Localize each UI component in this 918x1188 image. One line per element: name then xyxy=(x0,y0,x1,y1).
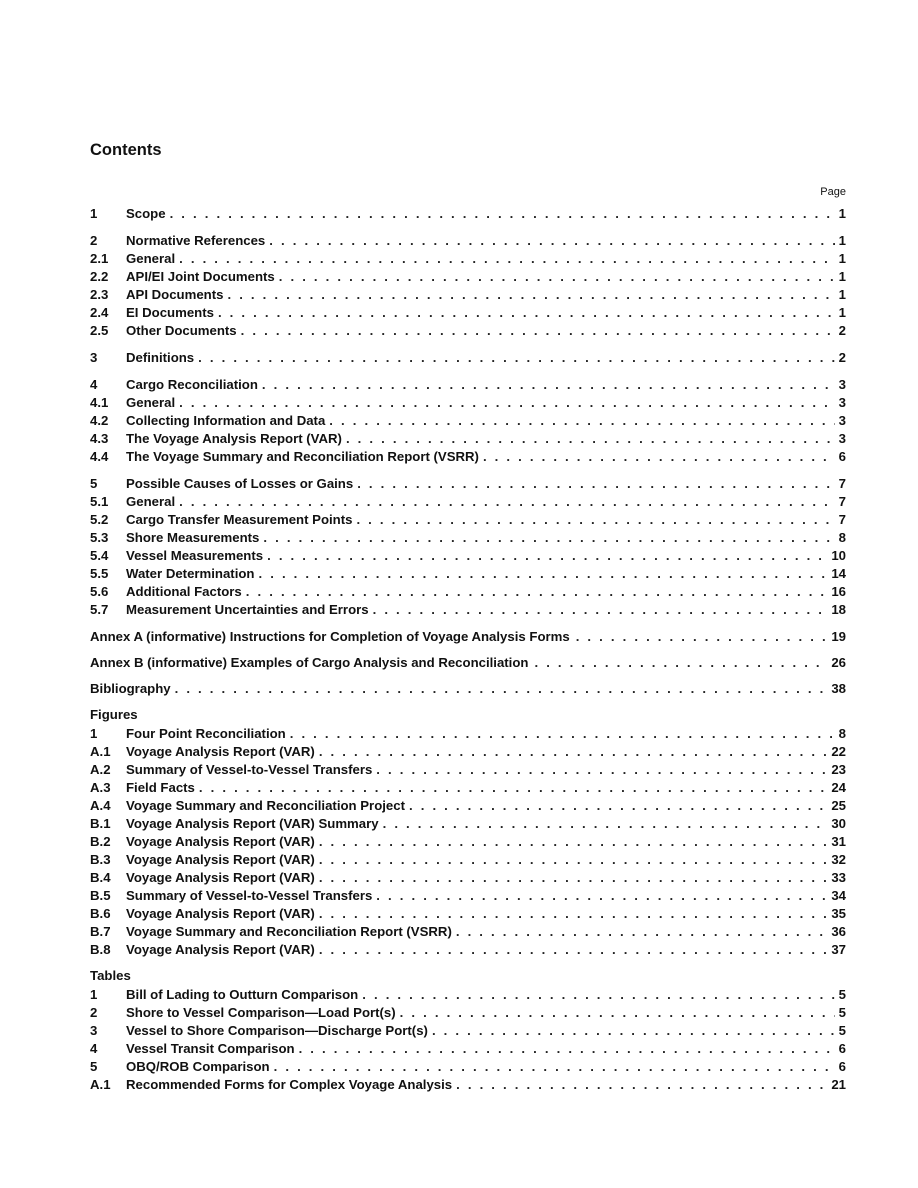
dot-leader xyxy=(198,350,835,365)
toc-entry[interactable] xyxy=(90,584,846,602)
toc-entry[interactable] xyxy=(90,269,846,287)
toc-entry-number: 5 xyxy=(90,476,98,491)
toc-entry[interactable] xyxy=(90,888,846,906)
toc-entry-number: 2 xyxy=(90,1005,98,1020)
toc-entry-title: Additional Factors xyxy=(126,584,242,599)
toc-entry-number: B.1 xyxy=(90,816,111,831)
toc-entry-title: Recommended Forms for Complex Voyage Analysis xyxy=(126,1077,453,1092)
toc-entry-title: Vessel Measurements xyxy=(126,548,264,563)
toc-entry-number: 5.7 xyxy=(90,602,109,617)
toc-entry[interactable] xyxy=(90,476,846,494)
toc-entry-title: Voyage Analysis Report (VAR) xyxy=(126,942,315,957)
toc-entry[interactable] xyxy=(90,566,846,584)
toc-entry[interactable] xyxy=(90,942,846,960)
toc-entry[interactable] xyxy=(90,413,846,431)
toc-entry[interactable] xyxy=(90,1059,846,1077)
toc-entry-title: Voyage Summary and Reconciliation Report (VSRR) xyxy=(126,924,452,939)
toc-entry[interactable] xyxy=(90,233,846,251)
dot-leader xyxy=(383,816,828,831)
toc-entry-number: 5.3 xyxy=(90,530,109,545)
dot-leader xyxy=(357,476,834,491)
toc-entry-page: 7 xyxy=(838,494,846,509)
dot-leader xyxy=(319,744,828,759)
toc-entry-page: 1 xyxy=(838,269,846,284)
toc-entry[interactable] xyxy=(90,1077,846,1095)
dot-leader xyxy=(269,233,834,248)
toc-entry-page: 8 xyxy=(838,530,846,545)
toc-entry[interactable] xyxy=(90,870,846,888)
dot-leader xyxy=(175,681,828,696)
toc-entry-title: Measurement Uncertainties and Errors xyxy=(126,602,369,617)
toc-entry-page: 34 xyxy=(831,888,846,903)
toc-entry-number: 4 xyxy=(90,1041,98,1056)
toc-entry-page: 8 xyxy=(838,726,846,741)
toc-entry-title: Bibliography xyxy=(90,681,171,696)
toc-entry-number: A.3 xyxy=(90,780,111,795)
toc-entry[interactable] xyxy=(90,816,846,834)
toc-entry[interactable] xyxy=(90,323,846,341)
toc-entry-number: 1 xyxy=(90,206,98,221)
toc-entry-page: 10 xyxy=(831,548,846,563)
toc-entry-page: 1 xyxy=(838,287,846,302)
toc-entry-number: A.1 xyxy=(90,744,111,759)
toc-entry-page: 2 xyxy=(838,323,846,338)
dot-leader xyxy=(290,726,835,741)
dot-leader xyxy=(329,413,834,428)
toc-entry-title: Summary of Vessel-to-Vessel Transfers xyxy=(126,762,373,777)
toc-entry-page: 19 xyxy=(831,629,846,644)
spacer xyxy=(90,341,846,350)
toc-entry-number: 5.1 xyxy=(90,494,109,509)
toc-entry-title: Four Point Reconciliation xyxy=(126,726,286,741)
toc-entry-page: 31 xyxy=(831,834,846,849)
toc-entry-page: 1 xyxy=(838,251,846,266)
toc-entry-page: 7 xyxy=(838,476,846,491)
toc-entry-page: 5 xyxy=(838,1023,846,1038)
toc-entry-number: B.4 xyxy=(90,870,111,885)
toc-entry[interactable] xyxy=(90,1041,846,1059)
dot-leader xyxy=(534,655,827,670)
toc-entry-page: 1 xyxy=(838,206,846,221)
toc-entry-title: Normative References xyxy=(126,233,266,248)
toc-entry-page: 3 xyxy=(838,413,846,428)
toc-entry-number: 4.3 xyxy=(90,431,109,446)
toc-entry-page: 3 xyxy=(838,431,846,446)
toc-entry-title: Vessel Transit Comparison xyxy=(126,1041,295,1056)
page-title: Contents xyxy=(90,141,162,159)
toc-entry-number: 1 xyxy=(90,726,98,741)
toc-entry-page: 30 xyxy=(831,816,846,831)
dot-leader xyxy=(376,762,827,777)
toc-entry-page: 2 xyxy=(838,350,846,365)
toc-entry-page: 3 xyxy=(838,377,846,392)
toc-entry[interactable] xyxy=(90,251,846,269)
toc-entry-title: Shore to Vessel Comparison—Load Port(s) xyxy=(126,1005,396,1020)
toc-entry[interactable] xyxy=(90,1005,846,1023)
dot-leader xyxy=(258,566,827,581)
toc-entry[interactable] xyxy=(90,395,846,413)
dot-leader xyxy=(409,798,827,813)
toc-entry-title: Voyage Analysis Report (VAR) xyxy=(126,744,315,759)
toc-entry-title: Shore Measurements xyxy=(126,530,260,545)
toc-entry-title: Annex A (informative) Instructions for Completion of Voyage Analysis Forms xyxy=(90,629,570,644)
page-column-label: Page xyxy=(820,186,846,198)
toc-entry-title: Scope xyxy=(126,206,166,221)
toc-entry[interactable] xyxy=(90,377,846,395)
toc-section-heading: Figures xyxy=(90,707,138,722)
dot-leader xyxy=(262,377,835,392)
toc-entry[interactable] xyxy=(90,852,846,870)
spacer xyxy=(90,673,846,681)
toc-entry[interactable] xyxy=(90,305,846,323)
toc-entry-page: 33 xyxy=(831,870,846,885)
toc-entry[interactable] xyxy=(90,924,846,942)
toc-entry[interactable] xyxy=(90,987,846,1005)
toc-entry-page: 7 xyxy=(838,512,846,527)
toc-entry-page: 38 xyxy=(831,681,846,696)
toc-entry-number: 5.5 xyxy=(90,566,109,581)
toc-entry-title: EI Documents xyxy=(126,305,214,320)
spacer xyxy=(90,620,846,629)
toc-entry-title: Water Determination xyxy=(126,566,255,581)
toc-section-heading: Tables xyxy=(90,968,131,983)
toc-entry-number: 5 xyxy=(90,1059,98,1074)
toc-entry-title: Summary of Vessel-to-Vessel Transfers xyxy=(126,888,373,903)
dot-leader xyxy=(456,1077,827,1092)
dot-leader xyxy=(299,1041,835,1056)
toc-entry-number: B.6 xyxy=(90,906,111,921)
toc-entry-title: Cargo Reconciliation xyxy=(126,377,258,392)
dot-leader xyxy=(400,1005,835,1020)
toc-entry-number: A.2 xyxy=(90,762,111,777)
dot-leader xyxy=(456,924,827,939)
dot-leader xyxy=(179,251,835,266)
toc-entry-page: 32 xyxy=(831,852,846,867)
toc-entry-number: B.7 xyxy=(90,924,111,939)
toc-entry[interactable] xyxy=(90,744,846,762)
toc-entry-title: Bill of Lading to Outturn Comparison xyxy=(126,987,359,1002)
toc-entry-page: 5 xyxy=(838,1005,846,1020)
toc-entry-title: Cargo Transfer Measurement Points xyxy=(126,512,353,527)
toc-entry-title: Voyage Analysis Report (VAR) Summary xyxy=(126,816,379,831)
toc-entry-page: 37 xyxy=(831,942,846,957)
toc-entry-number: 4 xyxy=(90,377,98,392)
dot-leader xyxy=(376,888,827,903)
toc-entry[interactable] xyxy=(90,602,846,620)
toc-entry-page: 6 xyxy=(838,1059,846,1074)
table-of-contents xyxy=(90,206,846,1095)
toc-entry-page: 14 xyxy=(831,566,846,581)
toc-entry-title: API/EI Joint Documents xyxy=(126,269,275,284)
toc-entry-page: 26 xyxy=(831,655,846,670)
toc-entry-page: 22 xyxy=(831,744,846,759)
toc-entry-number: 2.2 xyxy=(90,269,109,284)
toc-entry-page: 36 xyxy=(831,924,846,939)
toc-entry-title: Vessel to Shore Comparison—Discharge Port(s) xyxy=(126,1023,428,1038)
toc-entry[interactable] xyxy=(90,834,846,852)
spacer xyxy=(90,467,846,476)
toc-entry-title: The Voyage Summary and Reconciliation Report (VSRR) xyxy=(126,449,479,464)
toc-entry[interactable] xyxy=(90,1023,846,1041)
dot-leader xyxy=(576,629,828,644)
toc-entry-title: General xyxy=(126,494,176,509)
dot-leader xyxy=(279,269,835,284)
toc-entry-page: 5 xyxy=(838,987,846,1002)
toc-entry-title: Field Facts xyxy=(126,780,195,795)
toc-entry-number: A.4 xyxy=(90,798,111,813)
toc-entry-number: 5.2 xyxy=(90,512,109,527)
spacer xyxy=(90,699,846,707)
toc-entry-page: 1 xyxy=(838,305,846,320)
toc-entry-page: 1 xyxy=(838,233,846,248)
toc-entry-number: A.1 xyxy=(90,1077,111,1092)
toc-entry-number: 4.4 xyxy=(90,449,109,464)
dot-leader xyxy=(241,323,835,338)
dot-leader xyxy=(263,530,834,545)
toc-entry-title: OBQ/ROB Comparison xyxy=(126,1059,270,1074)
toc-entry-number: 3 xyxy=(90,350,98,365)
toc-entry-number: B.2 xyxy=(90,834,111,849)
toc-entry[interactable] xyxy=(90,655,846,673)
toc-entry-title: General xyxy=(126,251,176,266)
dot-leader xyxy=(483,449,835,464)
toc-entry[interactable] xyxy=(90,512,846,530)
dot-leader xyxy=(274,1059,835,1074)
toc-entry-title: Voyage Analysis Report (VAR) xyxy=(126,870,315,885)
toc-entry-page: 23 xyxy=(831,762,846,777)
toc-entry-title: Voyage Analysis Report (VAR) xyxy=(126,852,315,867)
toc-entry[interactable] xyxy=(90,494,846,512)
toc-entry-title: Possible Causes of Losses or Gains xyxy=(126,476,354,491)
toc-entry-number: B.5 xyxy=(90,888,111,903)
toc-entry[interactable] xyxy=(90,629,846,647)
spacer xyxy=(90,224,846,233)
dot-leader xyxy=(319,942,828,957)
toc-entry-number: 5.4 xyxy=(90,548,109,563)
dot-leader xyxy=(432,1023,835,1038)
toc-entry-number: 3 xyxy=(90,1023,98,1038)
toc-entry-title: Definitions xyxy=(126,350,195,365)
spacer xyxy=(90,960,846,968)
dot-leader xyxy=(319,834,828,849)
toc-entry-number: 2.1 xyxy=(90,251,109,266)
toc-entry-page: 6 xyxy=(838,449,846,464)
dot-leader xyxy=(218,305,835,320)
toc-entry[interactable] xyxy=(90,726,846,744)
dot-leader xyxy=(373,602,828,617)
toc-entry[interactable] xyxy=(90,530,846,548)
toc-entry-page: 24 xyxy=(831,780,846,795)
toc-entry-number: 1 xyxy=(90,987,98,1002)
dot-leader xyxy=(179,494,835,509)
toc-entry[interactable] xyxy=(90,906,846,924)
dot-leader xyxy=(227,287,834,302)
toc-entry-title: Voyage Analysis Report (VAR) xyxy=(126,834,315,849)
dot-leader xyxy=(319,852,828,867)
toc-entry-number: 2.3 xyxy=(90,287,109,302)
dot-leader xyxy=(246,584,828,599)
toc-entry[interactable] xyxy=(90,548,846,566)
toc-entry-number: B.8 xyxy=(90,942,111,957)
toc-entry-title: The Voyage Analysis Report (VAR) xyxy=(126,431,342,446)
dot-leader xyxy=(267,548,827,563)
dot-leader xyxy=(319,906,828,921)
toc-entry-page: 21 xyxy=(831,1077,846,1092)
toc-entry-title: API Documents xyxy=(126,287,224,302)
toc-entry-page: 16 xyxy=(831,584,846,599)
dot-leader xyxy=(346,431,835,446)
toc-entry-page: 18 xyxy=(831,602,846,617)
dot-leader xyxy=(362,987,834,1002)
toc-entry[interactable] xyxy=(90,206,846,224)
toc-entry-page: 6 xyxy=(838,1041,846,1056)
toc-entry[interactable] xyxy=(90,798,846,816)
toc-entry-title: Collecting Information and Data xyxy=(126,413,326,428)
spacer xyxy=(90,647,846,655)
toc-entry-title: Annex B (informative) Examples of Cargo Analysis and Reconciliation xyxy=(90,655,529,670)
dot-leader xyxy=(170,206,835,221)
toc-entry-title: Voyage Summary and Reconciliation Project xyxy=(126,798,405,813)
toc-entry[interactable] xyxy=(90,780,846,798)
toc-entry[interactable] xyxy=(90,449,846,467)
toc-entry-number: 4.1 xyxy=(90,395,109,410)
toc-entry-number: 2 xyxy=(90,233,98,248)
spacer xyxy=(90,368,846,377)
dot-leader xyxy=(319,870,828,885)
toc-entry[interactable] xyxy=(90,681,846,699)
toc-entry-number: 2.5 xyxy=(90,323,109,338)
toc-entry-title: Other Documents xyxy=(126,323,237,338)
toc-entry[interactable] xyxy=(90,431,846,449)
toc-entry-number: 4.2 xyxy=(90,413,109,428)
toc-entry-number: B.3 xyxy=(90,852,111,867)
toc-entry-title: General xyxy=(126,395,176,410)
toc-entry-page: 3 xyxy=(838,395,846,410)
toc-entry[interactable] xyxy=(90,350,846,368)
toc-entry[interactable] xyxy=(90,762,846,780)
dot-leader xyxy=(199,780,827,795)
toc-entry-number: 2.4 xyxy=(90,305,109,320)
toc-entry-title: Voyage Analysis Report (VAR) xyxy=(126,906,315,921)
toc-entry-page: 25 xyxy=(831,798,846,813)
dot-leader xyxy=(356,512,834,527)
toc-entry-number: 5.6 xyxy=(90,584,109,599)
toc-entry[interactable] xyxy=(90,287,846,305)
toc-entry-page: 35 xyxy=(831,906,846,921)
dot-leader xyxy=(179,395,835,410)
